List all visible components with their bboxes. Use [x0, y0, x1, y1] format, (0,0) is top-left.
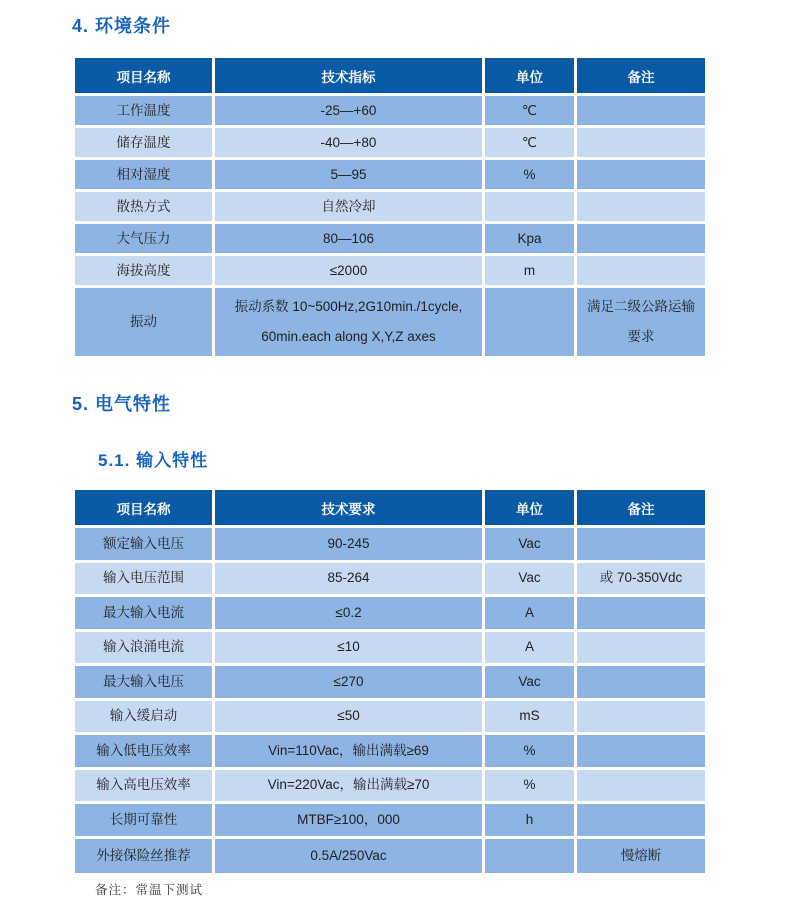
cell-spec-value: Vin=110Vac，输出满载≥69: [215, 735, 485, 770]
table-row: [75, 192, 705, 224]
cell-unit: A: [485, 597, 577, 632]
table-row: [75, 128, 705, 160]
cell-note: [577, 701, 705, 736]
table-row: [75, 839, 705, 874]
cell-item-name: 输入低电压效率: [75, 735, 215, 770]
column-header: 技术指标: [215, 58, 485, 96]
cell-note: [577, 632, 705, 667]
cell-note: 满足二级公路运输要求: [577, 288, 705, 356]
cell-spec-value: Vin=220Vac，输出满载≥70: [215, 770, 485, 805]
environment-conditions-table: [75, 58, 705, 356]
cell-item-name: 工作温度: [75, 96, 215, 128]
cell-unit: mS: [485, 701, 577, 736]
cell-item-name: 输入缓启动: [75, 701, 215, 736]
cell-spec-value: 85-264: [215, 563, 485, 598]
cell-unit: [485, 839, 577, 874]
cell-spec-value: ≤10: [215, 632, 485, 667]
cell-unit: Vac: [485, 528, 577, 563]
cell-item-name: 输入高电压效率: [75, 770, 215, 805]
table-header-row: [75, 58, 705, 96]
cell-unit: %: [485, 735, 577, 770]
cell-item-name: 储存温度: [75, 128, 215, 160]
cell-item-name: 最大输入电流: [75, 597, 215, 632]
cell-note: [577, 192, 705, 224]
table-row: [75, 288, 705, 356]
table-row: [75, 256, 705, 288]
cell-spec-value: ≤0.2: [215, 597, 485, 632]
cell-unit: h: [485, 804, 577, 839]
table-footnote: 备注：常温下测试: [95, 883, 204, 897]
column-header: 备注: [577, 490, 705, 528]
cell-spec-value: 80—106: [215, 224, 485, 256]
cell-item-name: 散热方式: [75, 192, 215, 224]
table-row: [75, 528, 705, 563]
column-header: 项目名称: [75, 490, 215, 528]
cell-unit: [485, 192, 577, 224]
cell-unit: ℃: [485, 128, 577, 160]
cell-unit: %: [485, 160, 577, 192]
cell-item-name: 输入浪涌电流: [75, 632, 215, 667]
cell-note: 或 70-350Vdc: [577, 563, 705, 598]
cell-unit: ℃: [485, 96, 577, 128]
cell-note: [577, 770, 705, 805]
table-row: [75, 563, 705, 598]
table-row: [75, 804, 705, 839]
column-header: 项目名称: [75, 58, 215, 96]
cell-spec-value: 0.5A/250Vac: [215, 839, 485, 874]
cell-spec-value: 5—95: [215, 160, 485, 192]
table-row: [75, 632, 705, 667]
cell-note: [577, 804, 705, 839]
cell-spec-value: ≤2000: [215, 256, 485, 288]
cell-spec-value: 振动系数 10~500Hz,2G10min./1cycle, 60min.each along X,Y,Z axes: [215, 288, 485, 356]
cell-note: [577, 224, 705, 256]
cell-unit: m: [485, 256, 577, 288]
cell-item-name: 额定输入电压: [75, 528, 215, 563]
cell-note: [577, 735, 705, 770]
cell-item-name: 海拔高度: [75, 256, 215, 288]
table-row: [75, 96, 705, 128]
column-header: 单位: [485, 58, 577, 96]
cell-spec-value: ≤50: [215, 701, 485, 736]
cell-item-name: 长期可靠性: [75, 804, 215, 839]
cell-note: [577, 528, 705, 563]
cell-note: [577, 666, 705, 701]
cell-unit: Vac: [485, 563, 577, 598]
cell-item-name: 外接保险丝推荐: [75, 839, 215, 874]
cell-note: [577, 128, 705, 160]
table-row: [75, 735, 705, 770]
cell-note: [577, 597, 705, 632]
table-row: [75, 597, 705, 632]
table-row: [75, 666, 705, 701]
cell-item-name: 振动: [75, 288, 215, 356]
cell-spec-value: -25—+60: [215, 96, 485, 128]
section4-heading: 4. 环境条件: [72, 16, 172, 36]
column-header: 单位: [485, 490, 577, 528]
cell-note: [577, 256, 705, 288]
section5-1-heading: 5.1. 输入特性: [98, 451, 209, 470]
cell-spec-value: ≤270: [215, 666, 485, 701]
cell-unit: Vac: [485, 666, 577, 701]
table-row: [75, 160, 705, 192]
cell-note: [577, 160, 705, 192]
section5-heading: 5. 电气特性: [72, 394, 172, 414]
cell-spec-value: -40—+80: [215, 128, 485, 160]
cell-item-name: 输入电压范围: [75, 563, 215, 598]
table-row: [75, 701, 705, 736]
cell-spec-value: MTBF≥100，000: [215, 804, 485, 839]
cell-unit: A: [485, 632, 577, 667]
column-header: 备注: [577, 58, 705, 96]
cell-unit: Kpa: [485, 224, 577, 256]
table-header-row: [75, 490, 705, 528]
table-row: [75, 770, 705, 805]
cell-note: [577, 96, 705, 128]
cell-unit: %: [485, 770, 577, 805]
cell-note: 慢熔断: [577, 839, 705, 874]
column-header: 技术要求: [215, 490, 485, 528]
cell-item-name: 最大输入电压: [75, 666, 215, 701]
cell-spec-value: 自然冷却: [215, 192, 485, 224]
table-row: [75, 224, 705, 256]
cell-item-name: 相对湿度: [75, 160, 215, 192]
cell-spec-value: 90-245: [215, 528, 485, 563]
cell-unit: [485, 288, 577, 356]
cell-item-name: 大气压力: [75, 224, 215, 256]
input-characteristics-table: [75, 490, 705, 873]
